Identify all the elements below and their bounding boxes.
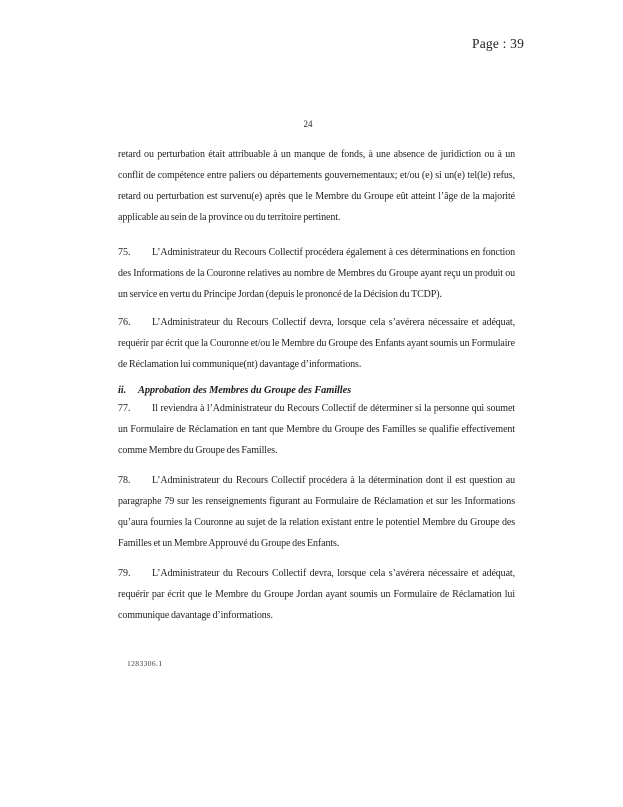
paragraph-77-number: 77. (118, 403, 131, 414)
paragraph-77 (118, 398, 515, 461)
section-heading-ii (118, 384, 515, 398)
paragraph-continuation: retard ou perturbation était attribuable à un manque de fonds, à une absence de juridiction ou à un conflit de compétence entre paliers ou départements gouvernementaux; et/ou (e) si un(e) tel(le) refus, retard ou perturbation est survenu(e) après que le Membre du Groupe eût atteint l’âge de la majorité applicable au sein de la province ou du territoire pertinent. (118, 149, 515, 223)
section-heading-numeral: ii. (118, 385, 127, 396)
paragraph-75-number: 75. (118, 247, 131, 258)
page-label: Page : 39 (472, 36, 525, 51)
paragraph-79-text: L’Administrateur du Recours Collectif devra, lorsque cela s’avérera nécessaire et adéquat, requérir par écrit que le Membre du Groupe Jordan ayant soumis un Formulaire de Réclamation lui communique davantage d’informations. (118, 568, 515, 621)
document-page-number: 24 (303, 119, 313, 129)
section-heading-title: Approbation des Membres du Groupe des Familles (138, 385, 352, 396)
paragraph-79-number: 79. (118, 568, 131, 579)
paragraph-79 (118, 563, 515, 626)
paragraph-76 (118, 312, 515, 375)
paragraph-78-text: L’Administrateur du Recours Collectif procédera à la détermination dont il est question au paragraphe 79 sur les renseignements figurant au Formulaire de Réclamation et sur les Informations qu’aura fournies la Couronne au sujet de la relation existant entre le potentiel Membre du Groupe des Familles et un Membre Approuvé du Groupe des Enfants. (118, 475, 515, 549)
document-id-footer: 1283306.1 (127, 659, 163, 668)
paragraph-78-number: 78. (118, 475, 131, 486)
paragraph-78 (118, 470, 515, 554)
paragraph-75 (118, 242, 515, 305)
paragraph-75-text: L’Administrateur du Recours Collectif procédera également à ces déterminations en fonction des Informations de la Couronne relatives au nombre de Membres du Groupe ayant reçu un produit ou un service en vertu du Principe Jordan (depuis le prononcé de la Décision du TCDP). (118, 247, 515, 300)
paragraph-76-text: L’Administrateur du Recours Collectif devra, lorsque cela s’avérera nécessaire et adéquat, requérir par écrit que la Couronne et/ou le Membre du Groupe des Enfants ayant soumis un Formulaire de Réclamation lui communique(nt) davantage d’informations. (118, 317, 515, 370)
paragraph-77-text: Il reviendra à l’Administrateur du Recours Collectif de déterminer si la personne qui soumet un Formulaire de Réclamation en tant que Membre du Groupe des Familles se qualifie effectivement comme Membre du Groupe des Familles. (118, 403, 515, 456)
paragraph-76-number: 76. (118, 317, 131, 328)
